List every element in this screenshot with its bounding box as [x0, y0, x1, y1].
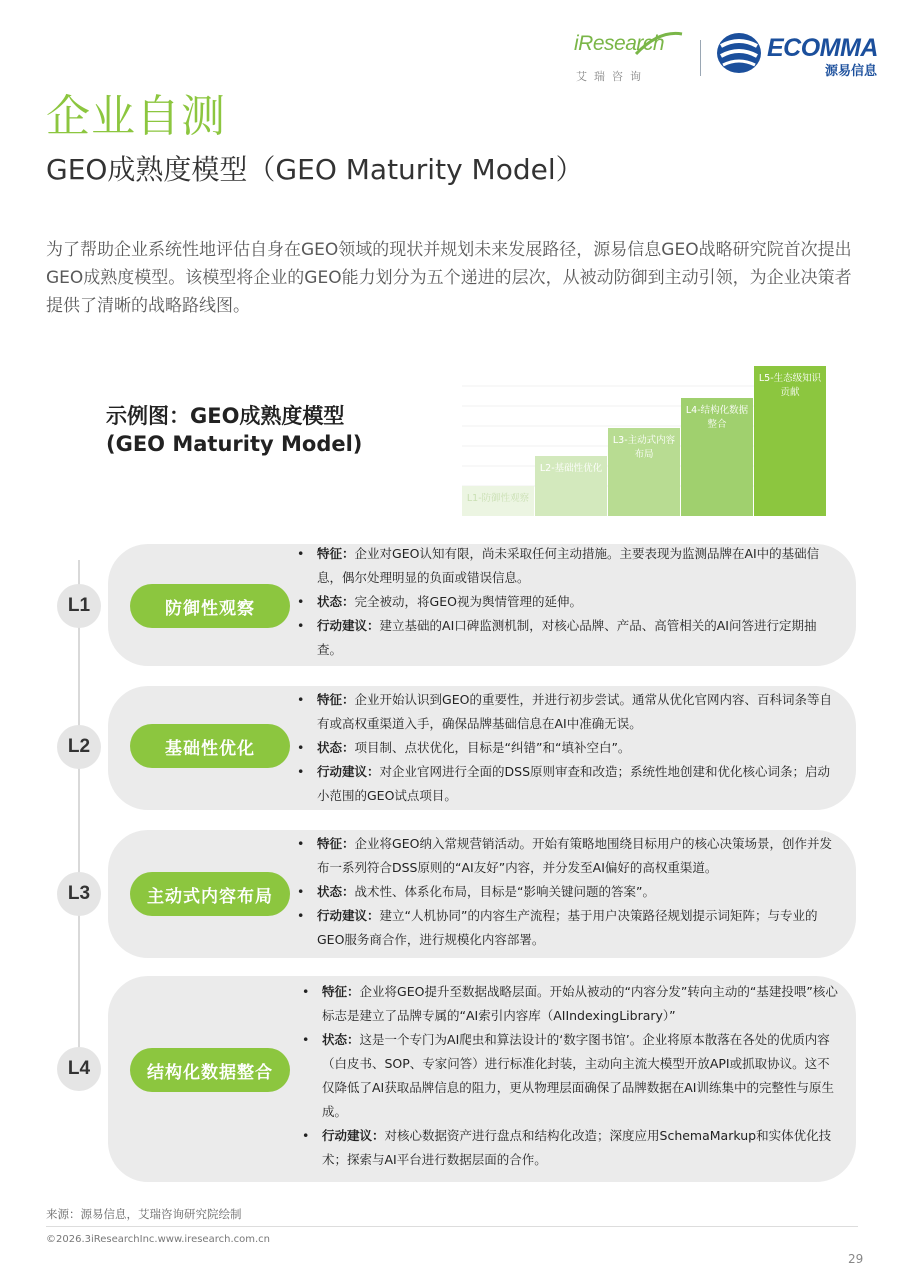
- level-code-l3: L3: [57, 872, 101, 916]
- ecomma-logo-sub: 源易信息: [825, 64, 878, 79]
- bullet-text: 对企业官网进行全面的DSS原则审查和改造；系统性地创建和优化核心词条；启动小范围的GEO试点项目。: [317, 764, 831, 803]
- step-l4-label: L4-结构化数据 整合: [685, 405, 749, 430]
- page-number: 29: [848, 1252, 864, 1266]
- bullet-action: [293, 760, 833, 808]
- step-l2: [535, 456, 607, 516]
- iresearch-logo: [570, 30, 690, 90]
- bullet-key: 特征：: [317, 546, 355, 561]
- iresearch-logo-sub: 艾瑞咨询: [576, 70, 648, 83]
- level-pill-l4: 结构化数据整合: [130, 1048, 290, 1092]
- bullet-key: 行动建议：: [317, 764, 380, 779]
- bullet-key: 行动建议：: [317, 908, 380, 923]
- level-card-l1: [108, 544, 856, 666]
- bullet-text: 企业对GEO认知有限，尚未采取任何主动措施。主要表现为监测品牌在AI中的基础信息，偶尔处理明显的负面或错误信息。: [317, 546, 820, 585]
- figure-title-line2: (GEO Maturity Model): [106, 432, 363, 456]
- bullet-key: 状态：: [317, 594, 355, 609]
- iresearch-logo-text: iResearch: [574, 32, 665, 55]
- bullet-key: 特征：: [317, 836, 355, 851]
- bullet-text: 企业将GEO提升至数据战略层面。开始从被动的“内容分发”转向主动的“基建投喂”核心标志是建立了品牌专属的“AI索引内容库（AIIndexingLibrary）”: [322, 984, 838, 1023]
- ecomma-mark-icon: [715, 30, 763, 76]
- logo-divider: [700, 40, 701, 76]
- source-note: 来源：源易信息，艾瑞咨询研究院绘制: [46, 1207, 242, 1221]
- level-code-l1: L1: [57, 584, 101, 628]
- bullet-key: 状态：: [322, 1032, 360, 1047]
- figure-title: [106, 402, 362, 458]
- bullet-action: [293, 614, 833, 662]
- bullet-text: 完全被动，将GEO视为舆情管理的延伸。: [354, 594, 582, 609]
- bullet-status: [293, 736, 833, 760]
- bullet-key: 状态：: [317, 884, 355, 899]
- page-subtitle: GEO成熟度模型（GEO Maturity Model）: [46, 153, 584, 186]
- step-l1: [462, 486, 534, 516]
- bullet-text: 企业将GEO纳入常规营销活动。开始有策略地围绕目标用户的核心决策场景，创作并发布一系列符合DSS原则的“AI友好”内容，并分发至AI偏好的高权重渠道。: [317, 836, 832, 875]
- copyright: ©2026.3iResearchInc.www.iresearch.com.cn: [46, 1234, 270, 1245]
- maturity-staircase: [462, 366, 826, 516]
- level-bullets-l1: [293, 542, 833, 662]
- bullet-action: [298, 1124, 838, 1172]
- bullet-text: 对核心数据资产进行盘点和结构化改造；深度应用SchemaMarkup和实体优化技术；探索与AI平台进行数据层面的合作。: [322, 1128, 832, 1167]
- step-l3-label: L3-主动式内容 布局: [612, 435, 676, 460]
- step-l4: [681, 398, 753, 516]
- level-pill-l1: 防御性观察: [130, 584, 290, 628]
- step-l2-label: L2-基础性优化: [539, 463, 603, 474]
- level-pill-l3: 主动式内容布局: [130, 872, 290, 916]
- page-title: 企业自测: [46, 91, 226, 142]
- ecomma-logo: [715, 30, 890, 80]
- level-card-l4: [108, 976, 856, 1182]
- level-bullets-l3: [293, 832, 833, 952]
- bullet-text: 项目制、点状优化，目标是“纠错”和“填补空白”。: [354, 740, 631, 755]
- step-l3: [608, 428, 680, 516]
- timeline-line: [78, 560, 80, 1080]
- level-card-l2: [108, 686, 856, 810]
- bullet-key: 行动建议：: [322, 1128, 385, 1143]
- bullet-text: 建立基础的AI口碑监测机制，对核心品牌、产品、高管相关的AI问答进行定期抽查。: [317, 618, 817, 657]
- level-pill-l2: 基础性优化: [130, 724, 290, 768]
- bullet-key: 状态：: [317, 740, 355, 755]
- bullet-feature: [293, 832, 833, 880]
- intro-paragraph: 为了帮助企业系统性地评估自身在GEO领域的现状并规划未来发展路径，源易信息GEO战略研究院首次提出GEO成熟度模型。该模型将企业的GEO能力划分为五个递进的层次，从被动防御到主动引领，为企业决策者提供了清晰的战略路线图。: [46, 240, 852, 316]
- bullet-key: 行动建议：: [317, 618, 380, 633]
- bullet-feature: [293, 542, 833, 590]
- iresearch-swoosh-icon: [634, 28, 684, 58]
- bullet-text: 战术性、体系化布局，目标是“影响关键问题的答案”。: [354, 884, 655, 899]
- bullet-text: 企业开始认识到GEO的重要性，并进行初步尝试。通常从优化官网内容、百科词条等自有或高权重渠道入手，确保品牌基础信息在AI中准确无误。: [317, 692, 832, 731]
- bullet-status: [293, 880, 833, 904]
- bullet-status: [298, 1028, 838, 1124]
- ecomma-logo-text: ECOMMA: [767, 34, 878, 62]
- level-code-l4: L4: [57, 1047, 101, 1091]
- figure-title-line1: 示例图：GEO成熟度模型: [106, 404, 345, 428]
- bullet-status: [293, 590, 833, 614]
- step-l5: [754, 366, 826, 516]
- step-l1-label: L1-防御性观察: [466, 493, 530, 504]
- bullet-feature: [298, 980, 838, 1028]
- level-bullets-l4: [298, 980, 838, 1172]
- bullet-text: 建立“人机协同”的内容生产流程；基于用户决策路径规划提示词矩阵；与专业的GEO服务商合作，进行规模化内容部署。: [317, 908, 818, 947]
- footer-divider: [46, 1226, 858, 1227]
- bullet-key: 特征：: [322, 984, 360, 999]
- bullet-action: [293, 904, 833, 952]
- bullet-text: 这是一个专门为AI爬虫和算法设计的‘数字图书馆’。企业将原本散落在各处的优质内容（白皮书、SOP、专家问答）进行标准化封装，主动向主流大模型开放API或抓取协议。这不仅降低了AI获取品牌信息的阻力，更从物理层面确保了品牌数据在AI训练集中的完整性与原生成。: [322, 1032, 834, 1119]
- step-l5-label: L5-生态级知识 贡献: [758, 373, 822, 398]
- bullet-feature: [293, 688, 833, 736]
- level-bullets-l2: [293, 688, 833, 808]
- level-card-l3: [108, 830, 856, 958]
- bullet-key: 特征：: [317, 692, 355, 707]
- level-code-l2: L2: [57, 725, 101, 769]
